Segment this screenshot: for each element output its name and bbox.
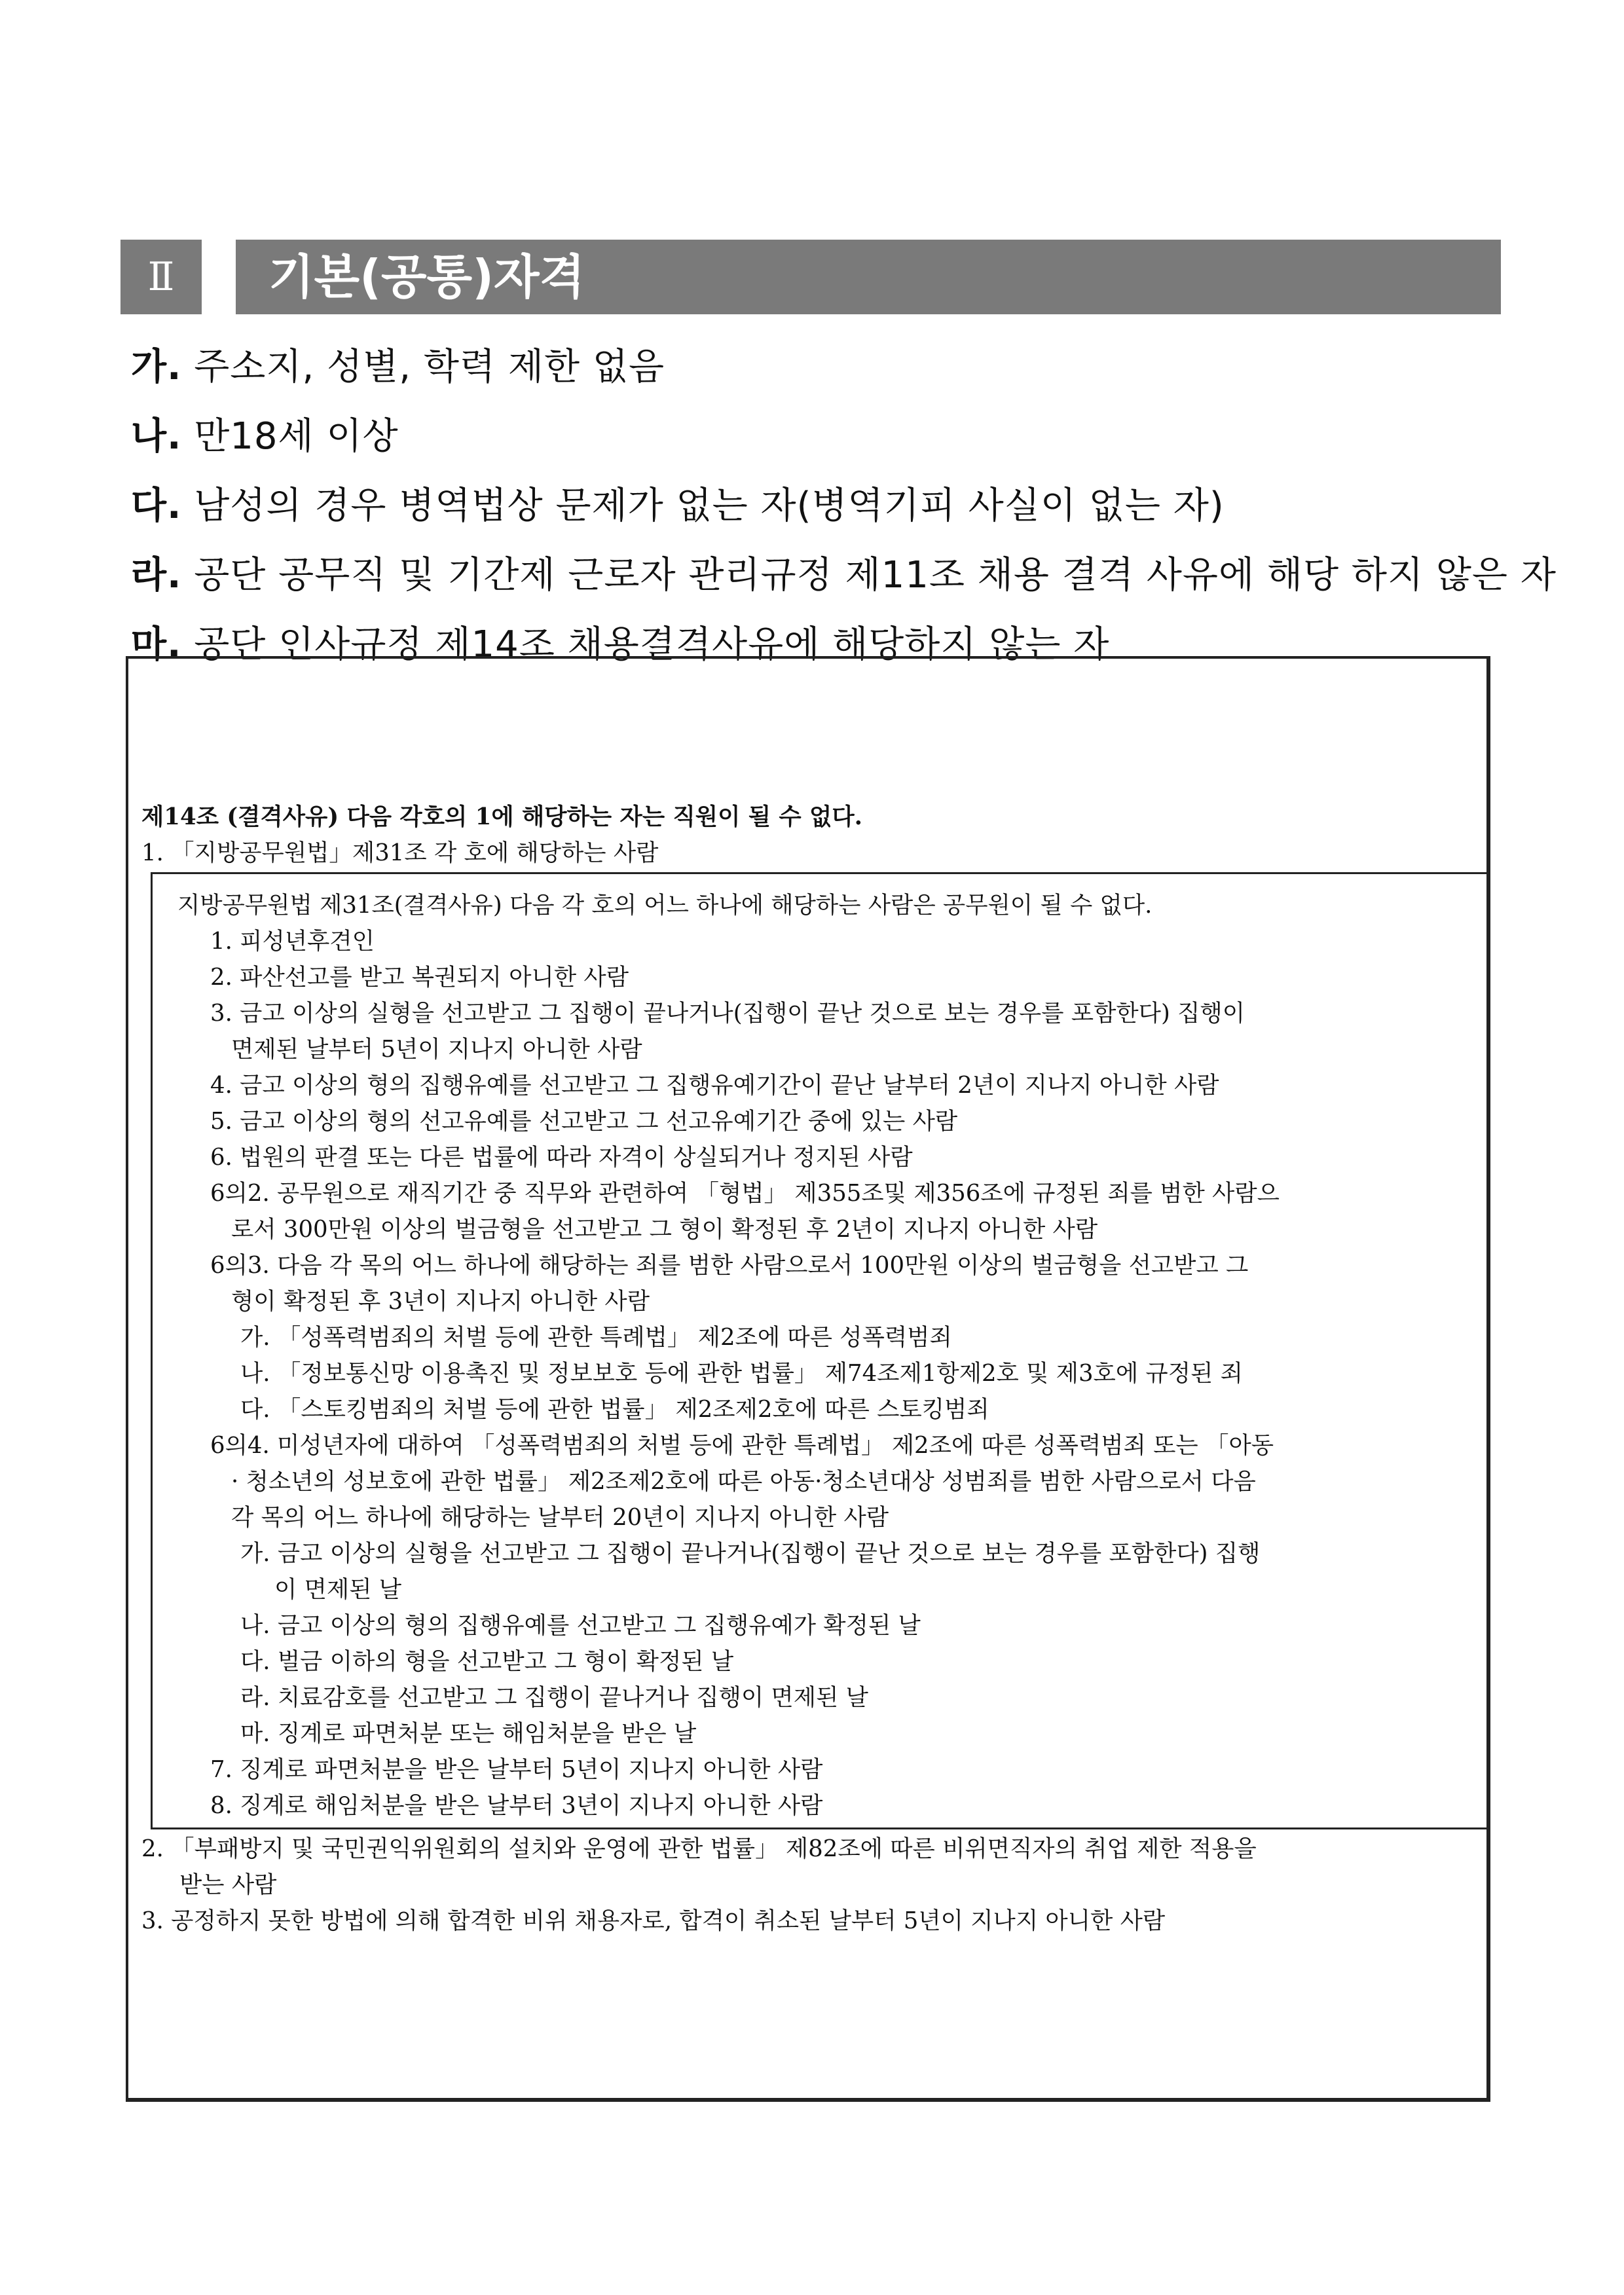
requirement-item — [131, 333, 1513, 402]
requirement-mark: 라. — [131, 554, 182, 597]
law-intro: 지방공무원법 제31조(결격사유) 다음 각 호의 어느 하나에 해당하는 사람은 공무원이 될 수 없다. — [177, 892, 1153, 919]
law-item: 2. 파산선고를 받고 복권되지 아니한 사람 — [210, 964, 629, 991]
law-subitem: 나. 금고 이상의 형의 집행유예를 선고받고 그 집행유예가 확정된 날 — [240, 1612, 921, 1639]
law-subitem: 나. 「정보통신망 이용촉진 및 정보보호 등에 관한 법률」 제74조제1항제2호 및 제3호에 규정된 죄 — [240, 1360, 1243, 1387]
requirement-text: 남성의 경우 병역법상 문제가 없는 자(병역기피 사실이 없는 자) — [194, 485, 1225, 527]
requirement-text: 주소지, 성별, 학력 제한 없음 — [194, 346, 665, 388]
law-item: 6의2. 공무원으로 재직기간 중 직무와 관련하여 「형법」 제355조및 제356조에 규정된 죄를 범한 사람으 — [210, 1180, 1280, 1207]
law-item-continuation: 각 목의 어느 하나에 해당하는 날부터 20년이 지나지 아니한 사람 — [231, 1504, 889, 1531]
requirement-text: 공단 인사규정 제14조 채용결격사유에 해당하지 않는 자 — [194, 623, 1110, 666]
requirement-mark: 가. — [131, 346, 182, 388]
requirement-text: 공단 공무직 및 기간제 근로자 관리규정 제11조 채용 결격 사유에 해당 하지 않은 자 — [194, 554, 1557, 597]
law-subitem-continuation: 이 면제된 날 — [274, 1576, 402, 1603]
law-item-continuation: 면제된 날부터 5년이 지나지 아니한 사람 — [231, 1036, 642, 1063]
law-item: 7. 징계로 파면처분을 받은 날부터 5년이 지나지 아니한 사람 — [210, 1756, 823, 1783]
regulation-item: 1. 「지방공무원법」제31조 각 호에 해당하는 사람 — [141, 839, 659, 866]
requirement-item — [131, 402, 1513, 471]
law-item-continuation: · 청소년의 성보호에 관한 법률」 제2조제2호에 따른 아동·청소년대상 성범죄를 범한 사람으로서 다음 — [231, 1468, 1256, 1495]
regulation-heading: 제14조 (결격사유) 다음 각호의 1에 해당하는 자는 직원이 될 수 없다. — [141, 803, 862, 830]
requirement-mark: 다. — [131, 485, 182, 527]
regulation-box — [126, 656, 1490, 2102]
law-item: 5. 금고 이상의 형의 선고유예를 선고받고 그 선고유예기간 중에 있는 사람 — [210, 1108, 958, 1135]
law-item: 6. 법원의 판결 또는 다른 법률에 따라 자격이 상실되거나 정지된 사람 — [210, 1144, 913, 1171]
law-item: 1. 피성년후견인 — [210, 928, 375, 955]
law-subitem: 다. 「스토킹범죄의 처벌 등에 관한 법률」 제2조제2호에 따른 스토킹범죄 — [240, 1396, 989, 1423]
requirement-item — [131, 541, 1557, 610]
section-title: 기본(공통)자격 — [236, 240, 1501, 314]
law-subitem: 가. 금고 이상의 실형을 선고받고 그 집행이 끝나거나(집행이 끝난 것으로 보는 경우를 포함한다) 집행 — [240, 1540, 1261, 1567]
law-subitem: 라. 치료감호를 선고받고 그 집행이 끝나거나 집행이 면제된 날 — [240, 1684, 868, 1711]
section-number: Ⅱ — [120, 240, 202, 314]
requirement-text: 만18세 이상 — [194, 415, 399, 458]
law-item-continuation: 로서 300만원 이상의 벌금형을 선고받고 그 형이 확정된 후 2년이 지나지 아니한 사람 — [231, 1216, 1098, 1243]
law-subitem: 마. 징계로 파면처분 또는 해임처분을 받은 날 — [240, 1720, 697, 1747]
law-item: 6의3. 다음 각 목의 어느 하나에 해당하는 죄를 범한 사람으로서 100만원 이상의 벌금형을 선고받고 그 — [210, 1252, 1249, 1279]
requirement-mark: 마. — [131, 623, 182, 666]
law-item-continuation: 형이 확정된 후 3년이 지나지 아니한 사람 — [231, 1288, 650, 1315]
law-excerpt-box — [151, 872, 1489, 1829]
regulation-item: 2. 「부패방지 및 국민권익위원회의 설치와 운영에 관한 법률」 제82조에 따른 비위면직자의 취업 제한 적용을 — [141, 1835, 1257, 1862]
regulation-item: 3. 공정하지 못한 방법에 의해 합격한 비위 채용자로, 합격이 취소된 날부터 5년이 지나지 아니한 사람 — [141, 1907, 1166, 1934]
law-subitem: 다. 벌금 이하의 형을 선고받고 그 형이 확정된 날 — [240, 1648, 734, 1675]
law-item: 3. 금고 이상의 실형을 선고받고 그 집행이 끝나거나(집행이 끝난 것으로 보는 경우를 포함한다) 집행이 — [210, 1000, 1245, 1027]
law-item: 4. 금고 이상의 형의 집행유예를 선고받고 그 집행유예기간이 끝난 날부터 2년이 지나지 아니한 사람 — [210, 1072, 1219, 1099]
regulation-text — [141, 799, 1471, 1939]
law-subitem: 가. 「성폭력범죄의 처벌 등에 관한 특례법」 제2조에 따른 성폭력범죄 — [240, 1324, 952, 1351]
requirement-item — [131, 471, 1513, 541]
requirement-mark: 나. — [131, 415, 182, 458]
law-item: 8. 징계로 해임처분을 받은 날부터 3년이 지나지 아니한 사람 — [210, 1792, 823, 1819]
requirements-list — [131, 333, 1557, 680]
law-item: 6의4. 미성년자에 대하여 「성폭력범죄의 처벌 등에 관한 특례법」 제2조에 따른 성폭력범죄 또는 「아동 — [210, 1432, 1274, 1459]
regulation-item-continuation: 받는 사람 — [179, 1871, 277, 1898]
section-header — [120, 240, 1501, 314]
